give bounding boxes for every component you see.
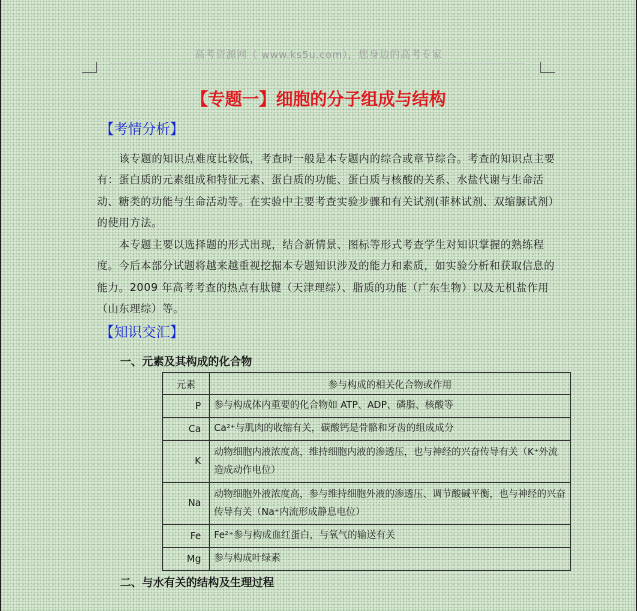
elements-table	[162, 372, 571, 571]
table-row	[163, 483, 571, 525]
description-cell: 动物细胞外液浓度高，参与维持细胞外液的渗透压、调节酸碱平衡，也与神经的兴奋传导有关（Na⁺内流形成静息电位）	[210, 483, 571, 525]
description-cell: Ca²⁺与肌肉的收缩有关，碳酸钙是骨骼和牙齿的组成成分	[210, 418, 571, 441]
page-header: 高考资源网（ www.ks5u.com），您身边的高考专家	[194, 50, 443, 61]
margin-corner-top-left	[82, 62, 97, 73]
description-cell: 动物细胞内液浓度高，维持细胞内液的渗透压，也与神经的兴奋传导有关（K⁺外流造成动作电位）	[210, 441, 571, 483]
analysis-paragraph-2: 本专题主要以选择题的形式出现，结合新情景、图标等形式考查学生对知识掌握的熟练程度。今后本部分试题将越来越重视挖掘本专题知识涉及的能力和素质，如实验分析和获取信息的能力。2009 年高考考查的热点有肽键（天津理综）、脂质的功能（广东生物）以及无机盐作用（山东理综）等。	[97, 239, 555, 316]
analysis-paragraph-1: 该专题的知识点难度比较低，考查时一般是本专题内的综合或章节综合。考查的知识点主要有：蛋白质的元素组成和特征元素、蛋白质的功能、蛋白质与核酸的关系、水盐代谢与生命活动、糖类的功能与生命活动等。在实验中主要考查实验步骤和有关试剂(菲林试剂、双缩脲试剂）的使用方法。	[97, 153, 555, 230]
header-rule	[110, 63, 525, 64]
subheading-water: 二、与水有关的结构及生理过程	[120, 576, 274, 589]
table-row	[163, 525, 571, 548]
column-header-role: 参与构成的相关化合物或作用	[210, 373, 571, 395]
table-row	[163, 395, 571, 418]
element-cell: Ca	[163, 418, 210, 441]
element-cell: Mg	[163, 548, 210, 571]
margin-corner-top-right	[540, 62, 555, 73]
element-cell: P	[163, 395, 210, 418]
table-row	[163, 418, 571, 441]
table-row	[163, 548, 571, 571]
element-cell: Fe	[163, 525, 210, 548]
element-cell: K	[163, 441, 210, 483]
description-cell: 参与构成叶绿素	[210, 548, 571, 571]
section-heading-knowledge: 【知识交汇】	[100, 325, 184, 341]
document-title: 【专题一】细胞的分子组成与结构	[191, 90, 446, 110]
element-cell: Na	[163, 483, 210, 525]
table-row	[163, 441, 571, 483]
description-cell: Fe²⁺参与构成血红蛋白，与氧气的输送有关	[210, 525, 571, 548]
section-heading-analysis: 【考情分析】	[100, 122, 184, 138]
table-header-row	[163, 373, 571, 395]
subheading-elements: 一、元素及其构成的化合物	[120, 355, 252, 368]
description-cell: 参与构成体内重要的化合物如 ATP、ADP、磷脂、核酸等	[210, 395, 571, 418]
column-header-element: 元素	[163, 373, 210, 395]
